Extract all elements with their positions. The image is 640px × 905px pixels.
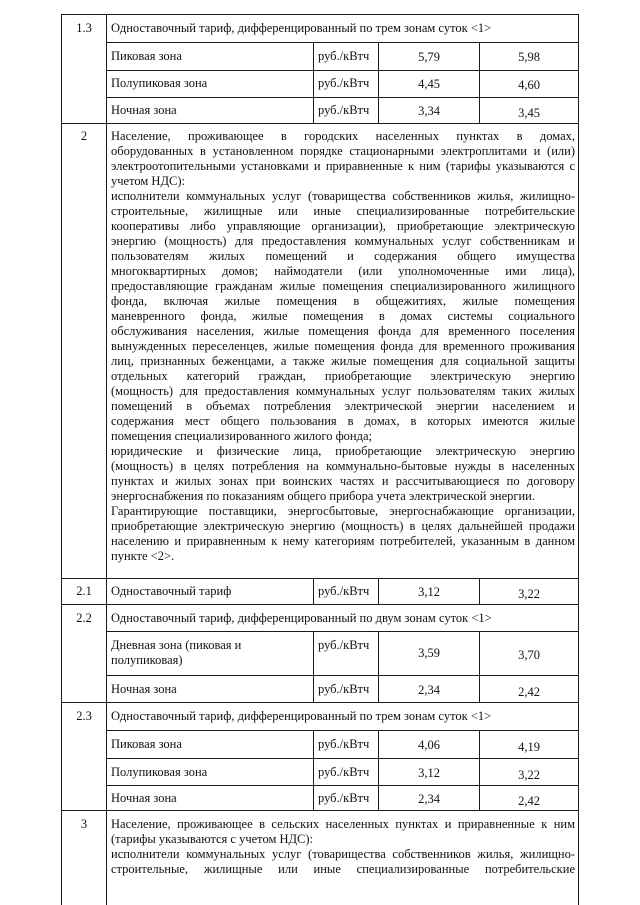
paragraph-line: кооперативы либо управляющие организации), приобретающие электрическую (111, 219, 575, 233)
unit-label: руб./кВтч (318, 76, 370, 90)
paragraph-line: пунктах и жилых зонах при воинских частях и рассчитывающиеся по договору (111, 474, 575, 488)
col-divider-unit (313, 730, 314, 810)
row-divider (106, 730, 579, 731)
paragraph-line: исполнители коммунальных услуг (товарищества собственников жилья, жилищно- (111, 189, 575, 203)
zone-label-line2: полупиковая) (111, 653, 183, 667)
paragraph-line: Население, проживающее в городских населенных пунктах в домах, (111, 129, 575, 143)
paragraph-line: (мощность) в целях потребления на коммунально-бытовые нужды в населенных (111, 459, 575, 473)
paragraph-line: строительные, жилищные или иные специализированные потребительские (111, 862, 575, 876)
unit-label: руб./кВтч (318, 765, 370, 779)
tariff-value-2: 3,22 (518, 587, 540, 601)
unit-label: руб./кВтч (318, 737, 370, 751)
paragraph-line: учетом НДС): (111, 174, 185, 188)
section-title: Одноставочный тариф (111, 584, 232, 598)
row-divider (106, 785, 579, 786)
row-divider (106, 631, 579, 632)
tariff-value-2: 5,98 (518, 50, 540, 64)
tariff-value-1: 3,34 (418, 104, 440, 118)
zone-label: Ночная зона (111, 682, 177, 696)
section-3-description (111, 817, 575, 877)
table-top-border (61, 14, 579, 15)
tariff-value-1: 2,34 (418, 792, 440, 806)
zone-label: Ночная зона (111, 103, 177, 117)
tariff-value-2: 2,42 (518, 794, 540, 808)
tariff-value-1: 5,79 (418, 50, 440, 64)
row-divider (106, 675, 579, 676)
paragraph-line: помещений в объемах потребления электрической энергии населением и (111, 399, 575, 413)
paragraph-line: оборудованных в установленном порядке стационарными электроплитами и (или) (111, 144, 575, 158)
paragraph-line: строительные, жилищные или иные специализированные потребительские (111, 204, 575, 218)
paragraph-line: лиц, признанных беженцами, а также жилые помещения для социальной защиты (111, 354, 575, 368)
section-title: Одноставочный тариф, дифференцированный по трем зонам суток <1> (111, 21, 492, 35)
row-divider (106, 97, 579, 98)
section-2-description (111, 129, 575, 564)
tariff-value-1: 3,59 (418, 646, 440, 660)
col-divider-unit (313, 578, 314, 604)
tariff-value-1: 4,06 (418, 738, 440, 752)
table-border-right (578, 14, 579, 905)
tariff-value-2: 3,45 (518, 106, 540, 120)
tariff-value-1: 2,34 (418, 683, 440, 697)
zone-label: Полупиковая зона (111, 765, 208, 779)
section-divider (61, 702, 579, 703)
paragraph-line: электроотопительными установками и приравненные к ним (тарифы указываются с (111, 159, 575, 173)
zone-label: Ночная зона (111, 791, 177, 805)
row-number: 1.3 (76, 21, 92, 35)
paragraph-line: содержания мест общего пользования в домах, в которых имеются жилые (111, 414, 575, 428)
row-number: 2.2 (76, 611, 92, 625)
unit-label: руб./кВтч (318, 682, 370, 696)
paragraph-line: маневренного фонда, жилые помещения в домах системы социального (111, 309, 575, 323)
tariff-value-1: 3,12 (418, 766, 440, 780)
tariff-value-2: 4,19 (518, 740, 540, 754)
row-divider (106, 758, 579, 759)
paragraph-line: энергоснабжения по показаниям общего прибора учета электрической энергии. (111, 489, 535, 503)
unit-label: руб./кВтч (318, 638, 370, 652)
paragraph-line: многоквартирных домов; наймодатели (или уполномоченные ими лица), (111, 264, 575, 278)
section-title: Одноставочный тариф, дифференцированный по двум зонам суток <1> (111, 611, 492, 625)
paragraph-line: фонда, включая жилые помещения в общежитиях, жилые помещения (111, 294, 575, 308)
tariff-value-2: 3,70 (518, 648, 540, 662)
unit-label: руб./кВтч (318, 584, 370, 598)
unit-label: руб./кВтч (318, 49, 370, 63)
section-divider (61, 578, 579, 579)
section-divider (61, 810, 579, 811)
col-divider-unit (313, 631, 314, 702)
paragraph-line: обслуживания населения, жилые помещения фонда для временного поселения (111, 324, 575, 338)
row-divider (106, 42, 579, 43)
paragraph-line: предоставляющие гражданам жилые помещения специализированного жилищного (111, 279, 575, 293)
paragraph-line: энергию (мощность) для предоставления коммунальных услуг собственникам и (111, 234, 575, 248)
unit-label: руб./кВтч (318, 103, 370, 117)
tariff-value-2: 3,22 (518, 768, 540, 782)
unit-label: руб./кВтч (318, 791, 370, 805)
tariff-value-2: 2,42 (518, 685, 540, 699)
section-divider (61, 123, 579, 124)
table-border-left (61, 14, 62, 905)
paragraph-line: вынужденных переселенцев, жилые помещения фонда для временного проживания (111, 339, 575, 353)
row-divider (106, 70, 579, 71)
table-divider-number (106, 14, 107, 905)
tariff-value-1: 3,12 (418, 585, 440, 599)
zone-label: Пиковая зона (111, 49, 182, 63)
paragraph-line: населению и приравненным к нему категориям потребителей, указанным в данном (111, 534, 575, 548)
paragraph-line: отдельных категорий граждан, приобретающие электрическую энергию (111, 369, 575, 383)
tariff-value-1: 4,45 (418, 77, 440, 91)
paragraph-line: помещения специализированного жилого фонда; (111, 429, 372, 443)
row-number: 2 (80, 129, 88, 143)
paragraph-line: приобретающие электрическую энергию (мощность) в целях дальнейшей продажи (111, 519, 575, 533)
col-divider-unit (313, 42, 314, 123)
section-divider (61, 604, 579, 605)
paragraph-line: Население, проживающее в сельских населенных пунктах и приравненные к ним (111, 817, 575, 831)
paragraph-line: Гарантирующие поставщики, энергосбытовые, энергоснабжающие организации, (111, 504, 575, 518)
row-number: 2.3 (76, 709, 92, 723)
paragraph-line: (мощность) для предоставления коммунальных услуг пользователям таких жилых (111, 384, 575, 398)
zone-label: Пиковая зона (111, 737, 182, 751)
zone-label: Полупиковая зона (111, 76, 208, 90)
section-title: Одноставочный тариф, дифференцированный по трем зонам суток <1> (111, 709, 492, 723)
paragraph-line: (тарифы указываются с учетом НДС): (111, 832, 314, 846)
zone-label-line1: Дневная зона (пиковая и (111, 638, 242, 652)
row-number: 2.1 (76, 584, 92, 598)
paragraph-line: юридические и физические лица, приобретающие электрическую энергию (111, 444, 575, 458)
row-number: 3 (80, 817, 88, 831)
paragraph-line: пользователям жилых помещений и содержания общего имущества (111, 249, 575, 263)
tariff-value-2: 4,60 (518, 78, 540, 92)
paragraph-line: исполнители коммунальных услуг (товарищества собственников жилья, жилищно- (111, 847, 575, 861)
paragraph-line: пункте <2>. (111, 549, 175, 563)
